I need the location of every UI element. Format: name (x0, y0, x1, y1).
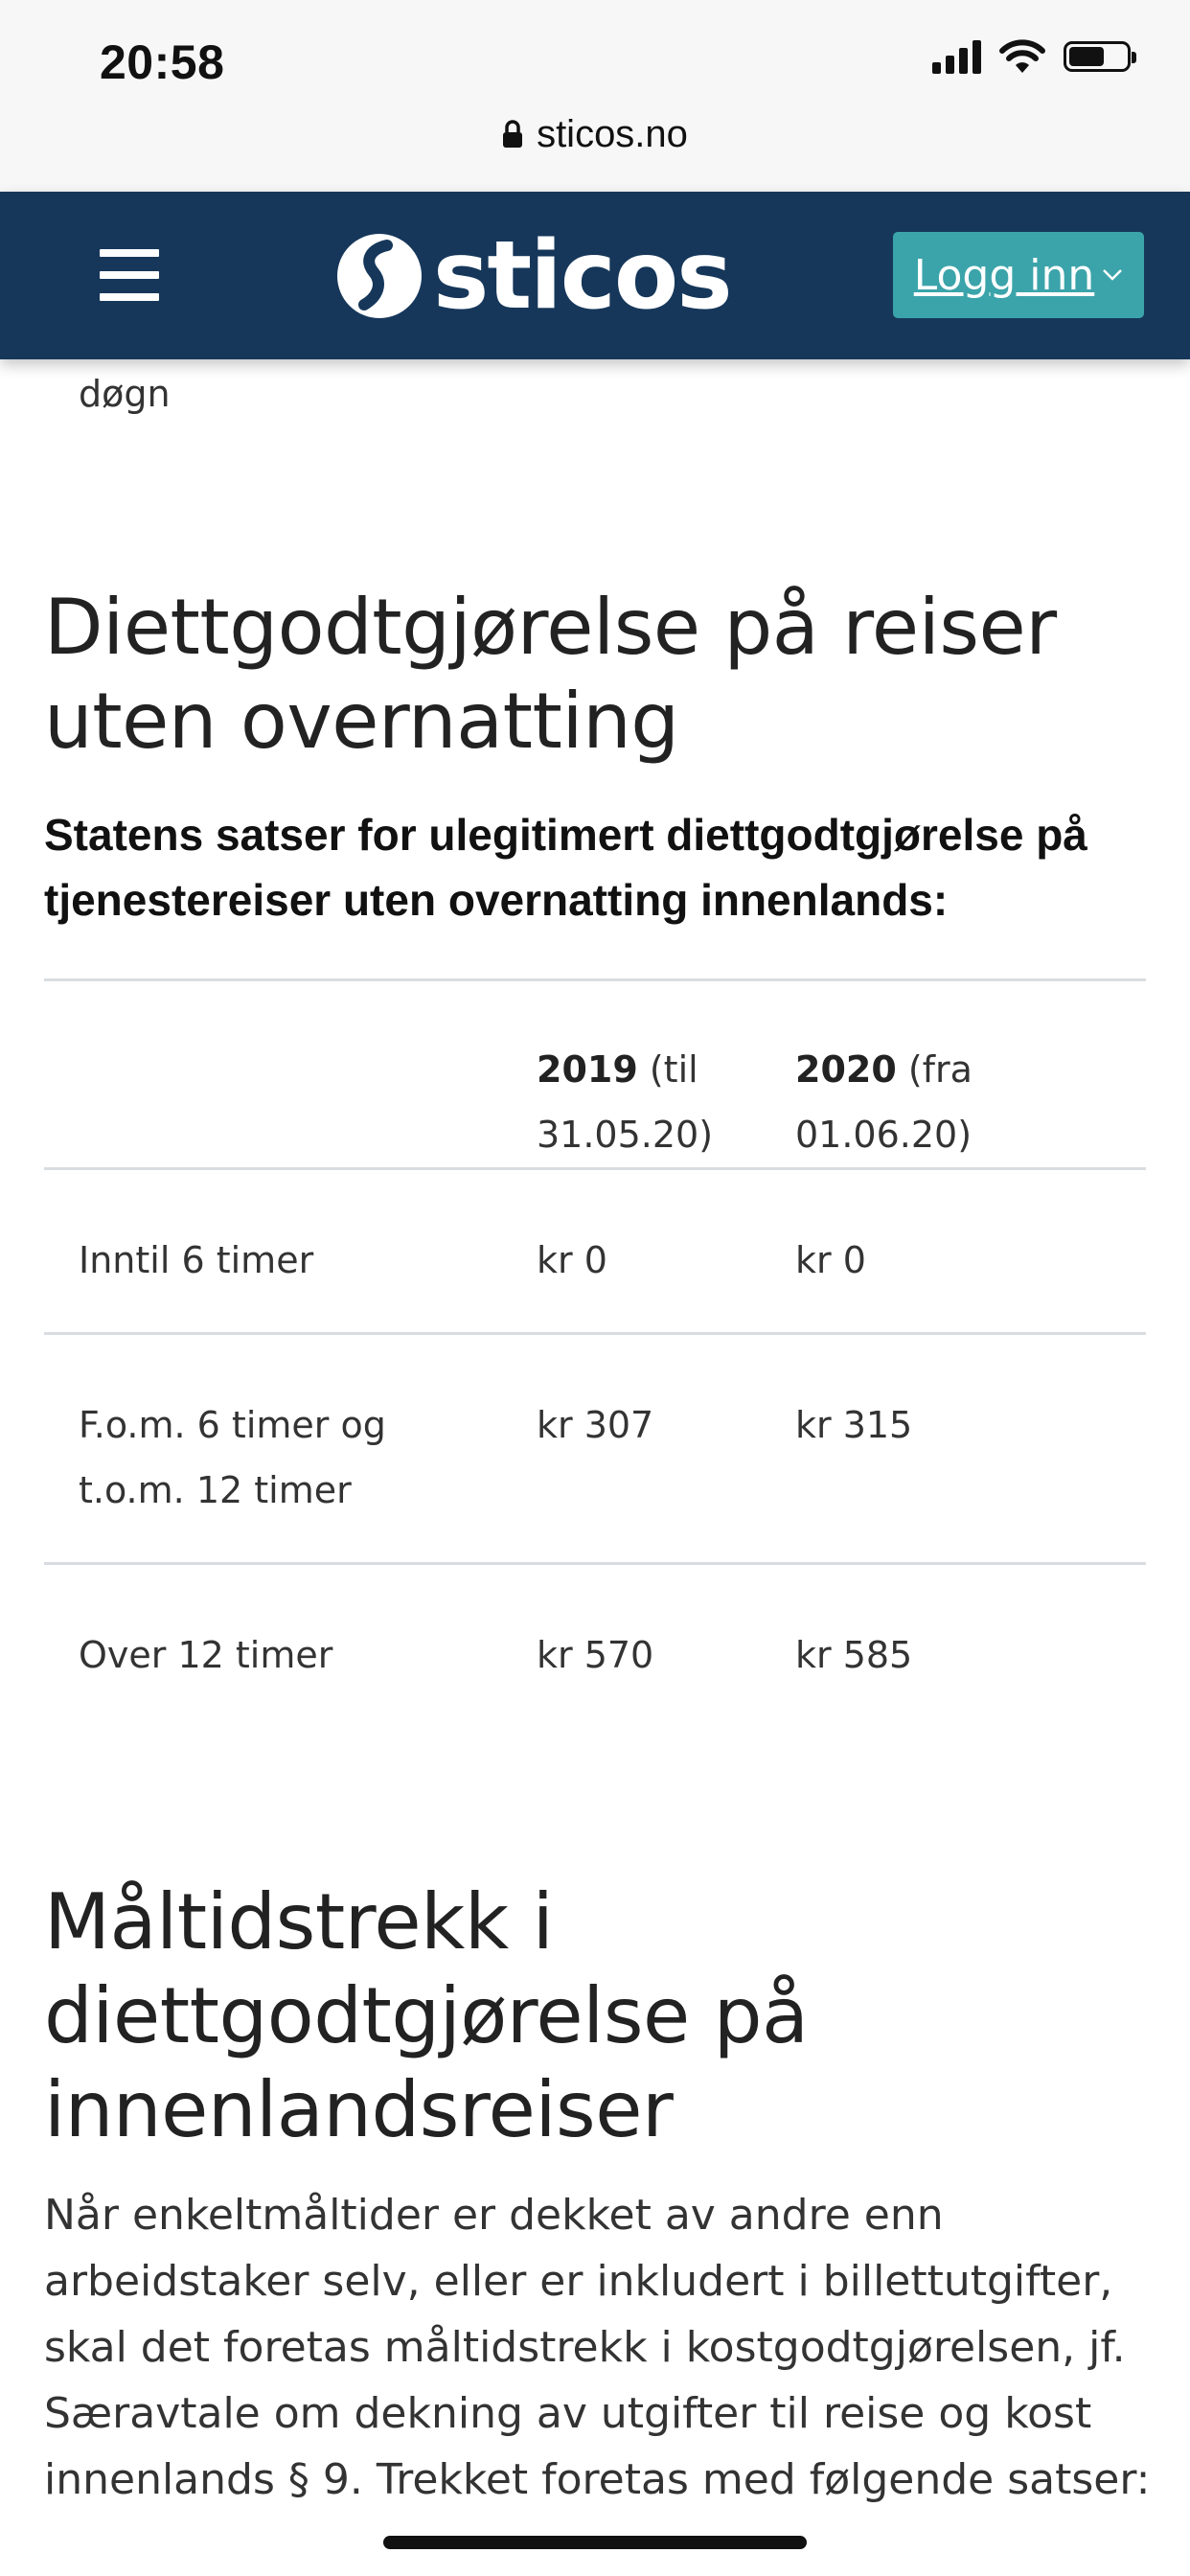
table-row (44, 1564, 1146, 1727)
system-icons (932, 38, 1131, 75)
login-button[interactable] (893, 232, 1144, 318)
table-row (44, 1169, 1146, 1334)
period-label: (fra 01.06.20) (795, 1048, 973, 1156)
table-cell-2019: kr 570 (502, 1564, 761, 1727)
table-cell-2020: kr 0 (761, 1169, 1146, 1334)
sticos-logo-mark-icon (335, 232, 423, 320)
year-label: 2020 (795, 1048, 897, 1091)
table-cell-label: Inntil 6 timer (44, 1169, 502, 1334)
lock-icon (502, 120, 523, 149)
chevron-down-icon (1102, 268, 1123, 282)
wifi-icon (998, 38, 1046, 75)
heading-line: diettgodtgjørelse på (44, 1971, 809, 2060)
address-bar[interactable] (0, 113, 1190, 156)
table-header-cell (502, 980, 761, 1169)
logo-text: sticos (433, 221, 731, 331)
battery-icon (1064, 41, 1131, 72)
table-header-cell (44, 980, 502, 1169)
section-heading-maltidstrekk (44, 1875, 809, 2157)
table-cell-2019: kr 0 (502, 1169, 761, 1334)
url-text: sticos.no (537, 113, 688, 155)
table-row (44, 1334, 1146, 1564)
section-heading-diett (44, 581, 1057, 769)
table-header-cell (761, 980, 1146, 1169)
site-header (0, 192, 1190, 359)
year-label: 2019 (537, 1048, 638, 1091)
table-header-row (44, 980, 1146, 1169)
section-body-text: Når enkeltmåltider er dekket av andre enn arbeidstaker selv, eller er inkludert i billettutgifter, skal det foretas måltidstrekk i kostgodtgjørelsen, jf. Særavtale om dekning av utgifter til reise og kost innenlands § 9. Trekket foretas med følgende satser: (44, 2191, 1151, 2504)
section-subheading: Statens satser for ulegitimert diettgodtgjørelse på tjenestereiser uten overnatting innenlands: (44, 810, 1087, 925)
rates-table (44, 978, 1146, 1727)
heading-line: Måltidstrekk i (44, 1877, 554, 1966)
login-label: Logg inn (913, 250, 1095, 300)
table-cell-label: F.o.m. 6 timer og t.o.m. 12 timer (44, 1334, 502, 1564)
table-cell-2020: kr 315 (761, 1334, 1146, 1564)
table-cell-label: Over 12 timer (44, 1564, 502, 1727)
heading-line: Diettgodtgjørelse på reiser (44, 583, 1057, 672)
sticos-logo[interactable] (335, 221, 731, 331)
menu-icon[interactable] (100, 249, 159, 301)
cellular-signal-icon (932, 39, 981, 74)
period-label: (til 31.05.20) (537, 1048, 714, 1156)
table-cell-2019: kr 307 (502, 1334, 761, 1564)
table-cell-2020: kr 585 (761, 1564, 1146, 1727)
heading-line: innenlandsreiser (44, 2065, 674, 2154)
previous-table-cell-text: døgn (79, 373, 171, 415)
home-indicator[interactable] (383, 2536, 807, 2549)
clock: 20:58 (100, 35, 225, 89)
status-bar (0, 0, 1190, 193)
heading-line: uten overnatting (44, 677, 679, 766)
